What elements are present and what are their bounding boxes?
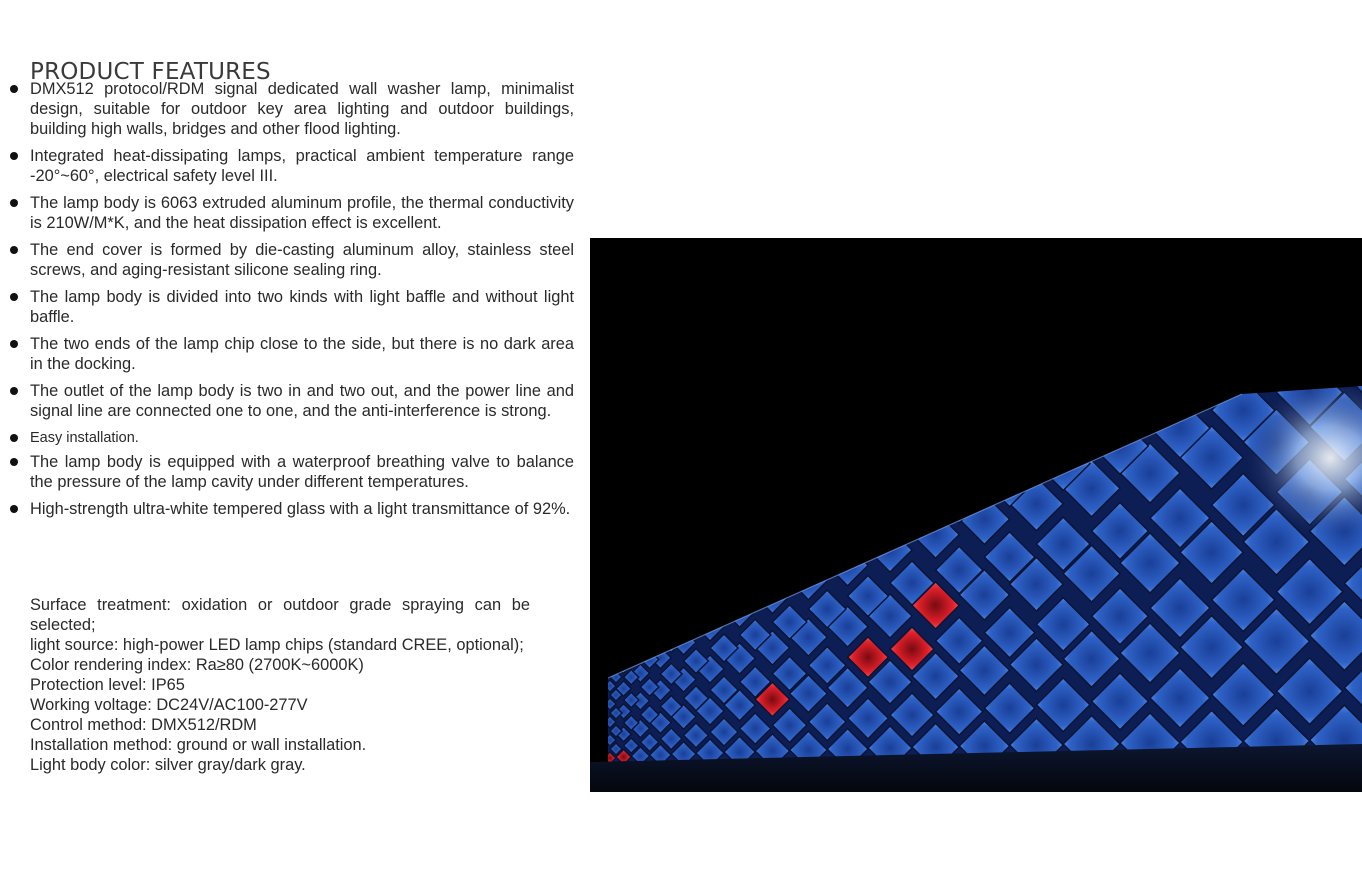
feature-text: Easy installation. xyxy=(30,430,139,446)
feature-item xyxy=(8,146,574,186)
bullet-icon xyxy=(10,199,18,207)
feature-text: The lamp body is 6063 extruded aluminum profile, the thermal conductivity is 210W/M*K, and the heat dissipation effect is excellent. xyxy=(30,194,574,232)
spec-list xyxy=(30,595,530,775)
feature-text: Integrated heat-dissipating lamps, practical ambient temperature range -20°~60°, electrical safety level III. xyxy=(30,147,574,185)
feature-item xyxy=(8,334,574,374)
page-title: PRODUCT FEATURES xyxy=(30,59,271,86)
bullet-icon xyxy=(10,293,18,301)
bullet-icon xyxy=(10,387,18,395)
feature-item xyxy=(8,428,574,448)
bullet-icon xyxy=(10,505,18,513)
feature-text: DMX512 protocol/RDM signal dedicated wall washer lamp, minimalist design, suitable for outdoor key area lighting and outdoor buildings, building high walls, bridges and other flood lighting. xyxy=(30,80,574,138)
feature-item xyxy=(8,240,574,280)
spec-protection-level: Protection level: IP65 xyxy=(30,676,185,694)
bullet-icon xyxy=(10,458,18,466)
feature-text: The two ends of the lamp chip close to the side, but there is no dark area in the docking. xyxy=(30,335,574,373)
feature-text: The lamp body is equipped with a waterproof breathing valve to balance the pressure of the lamp cavity under different temperatures. xyxy=(30,453,574,491)
spec-body-color: Light body color: silver gray/dark gray. xyxy=(30,756,306,774)
spec-light-source: light source: high-power LED lamp chips (standard CREE, optional); xyxy=(30,636,524,654)
feature-item xyxy=(8,499,574,519)
spec-installation-method: Installation method: ground or wall installation. xyxy=(30,736,367,754)
feature-item xyxy=(8,79,574,139)
feature-text: The outlet of the lamp body is two in and two out, and the power line and signal line are connected one to one, and the anti-interference is strong. xyxy=(30,382,574,420)
feature-item xyxy=(8,193,574,233)
feature-item xyxy=(8,452,574,492)
bullet-icon xyxy=(10,340,18,348)
spec-control-method: Control method: DMX512/RDM xyxy=(30,716,257,734)
bullet-icon xyxy=(10,434,18,442)
spec-working-voltage: Working voltage: DC24V/AC100-277V xyxy=(30,696,308,714)
spec-color-rendering: Color rendering index: Ra≥80 (2700K~6000K) xyxy=(30,656,364,674)
feature-text: The end cover is formed by die-casting aluminum alloy, stainless steel screws, and aging-resistant silicone sealing ring. xyxy=(30,241,574,279)
bullet-icon xyxy=(10,152,18,160)
feature-text: High-strength ultra-white tempered glass with a light transmittance of 92%. xyxy=(30,500,571,518)
bullet-icon xyxy=(10,85,18,93)
spec-surface-treatment: Surface treatment: oxidation or outdoor grade spraying can be selected; xyxy=(30,596,530,634)
feature-list xyxy=(8,79,574,526)
feature-item xyxy=(8,287,574,327)
illuminated-facade-image xyxy=(590,238,1362,792)
product-application-photo xyxy=(590,238,1362,792)
feature-item xyxy=(8,381,574,421)
bullet-icon xyxy=(10,246,18,254)
feature-text: The lamp body is divided into two kinds with light baffle and without light baffle. xyxy=(30,288,574,326)
